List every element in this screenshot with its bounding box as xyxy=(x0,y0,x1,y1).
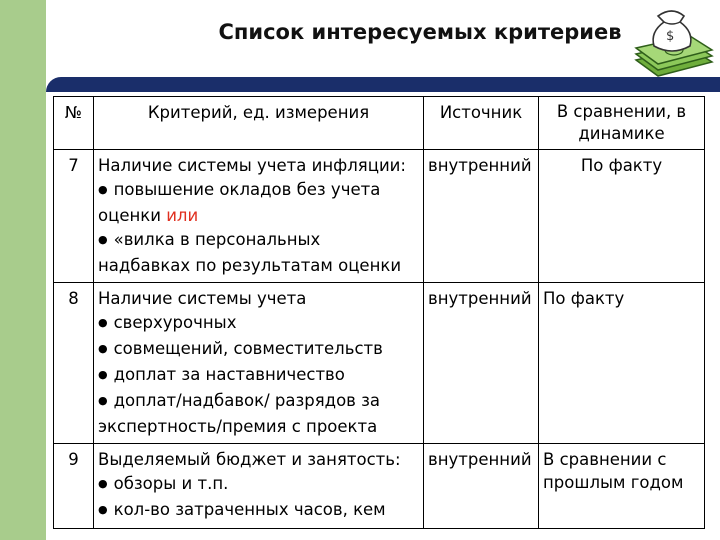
bullet-continuation xyxy=(98,204,419,228)
criterion-title: Выделяемый бюджет и занятость: xyxy=(98,450,401,469)
header-num: № xyxy=(54,97,94,150)
table-row xyxy=(54,150,705,283)
row-number: 8 xyxy=(54,283,94,444)
bullet-item: ● доплат за наставничество xyxy=(98,363,419,389)
comparison-cell: В сравнении с прошлым годом xyxy=(539,444,705,529)
criterion-cell xyxy=(94,444,424,529)
row-number: 7 xyxy=(54,150,94,283)
bullet-item: ● сверхурочных xyxy=(98,311,419,337)
money-bag-icon xyxy=(628,2,718,86)
header-comparison: В сравнении, в динамике xyxy=(539,97,705,150)
comparison-cell: По факту xyxy=(539,150,705,283)
bullet-item: ● «вилка в персональных xyxy=(98,228,419,254)
side-decoration-bar xyxy=(0,0,46,540)
source-cell: внутренний xyxy=(424,283,539,444)
sack-icon xyxy=(653,11,691,51)
header-band xyxy=(46,77,720,92)
source-cell: внутренний xyxy=(424,444,539,529)
header-criterion: Критерий, ед. измерения xyxy=(94,97,424,150)
source-cell: внутренний xyxy=(424,150,539,283)
bullet-continuation: надбавках по результатам оценки xyxy=(98,256,402,275)
table-row xyxy=(54,444,705,529)
bullet-item: ● совмещений, совместительств xyxy=(98,337,419,363)
bullet-item: ● обзоры и т.п. xyxy=(98,472,419,498)
row-number: 9 xyxy=(54,444,94,529)
criterion-title: Наличие системы учета инфляции: xyxy=(98,156,406,175)
continuation-text: оценки xyxy=(98,206,167,225)
criteria-table xyxy=(53,96,705,529)
bullet-item: ● кол-во затраченных часов, кем xyxy=(98,498,419,524)
bullet-item: ● доплат/надбавок/ разрядов за xyxy=(98,389,419,415)
table-header-row xyxy=(54,97,705,150)
or-word: или xyxy=(166,206,199,225)
bullet-item: ● повышение окладов без учета xyxy=(98,178,419,204)
table-row xyxy=(54,283,705,444)
svg-text:$: $ xyxy=(666,29,675,44)
criterion-cell xyxy=(94,283,424,444)
bullet-continuation: экспертность/премия с проекта xyxy=(98,417,378,436)
comparison-cell: По факту xyxy=(539,283,705,444)
header-source: Источник xyxy=(424,97,539,150)
criterion-title: Наличие системы учета xyxy=(98,289,307,308)
criterion-cell xyxy=(94,150,424,283)
page-title: Список интересуемых критериев xyxy=(218,20,622,44)
